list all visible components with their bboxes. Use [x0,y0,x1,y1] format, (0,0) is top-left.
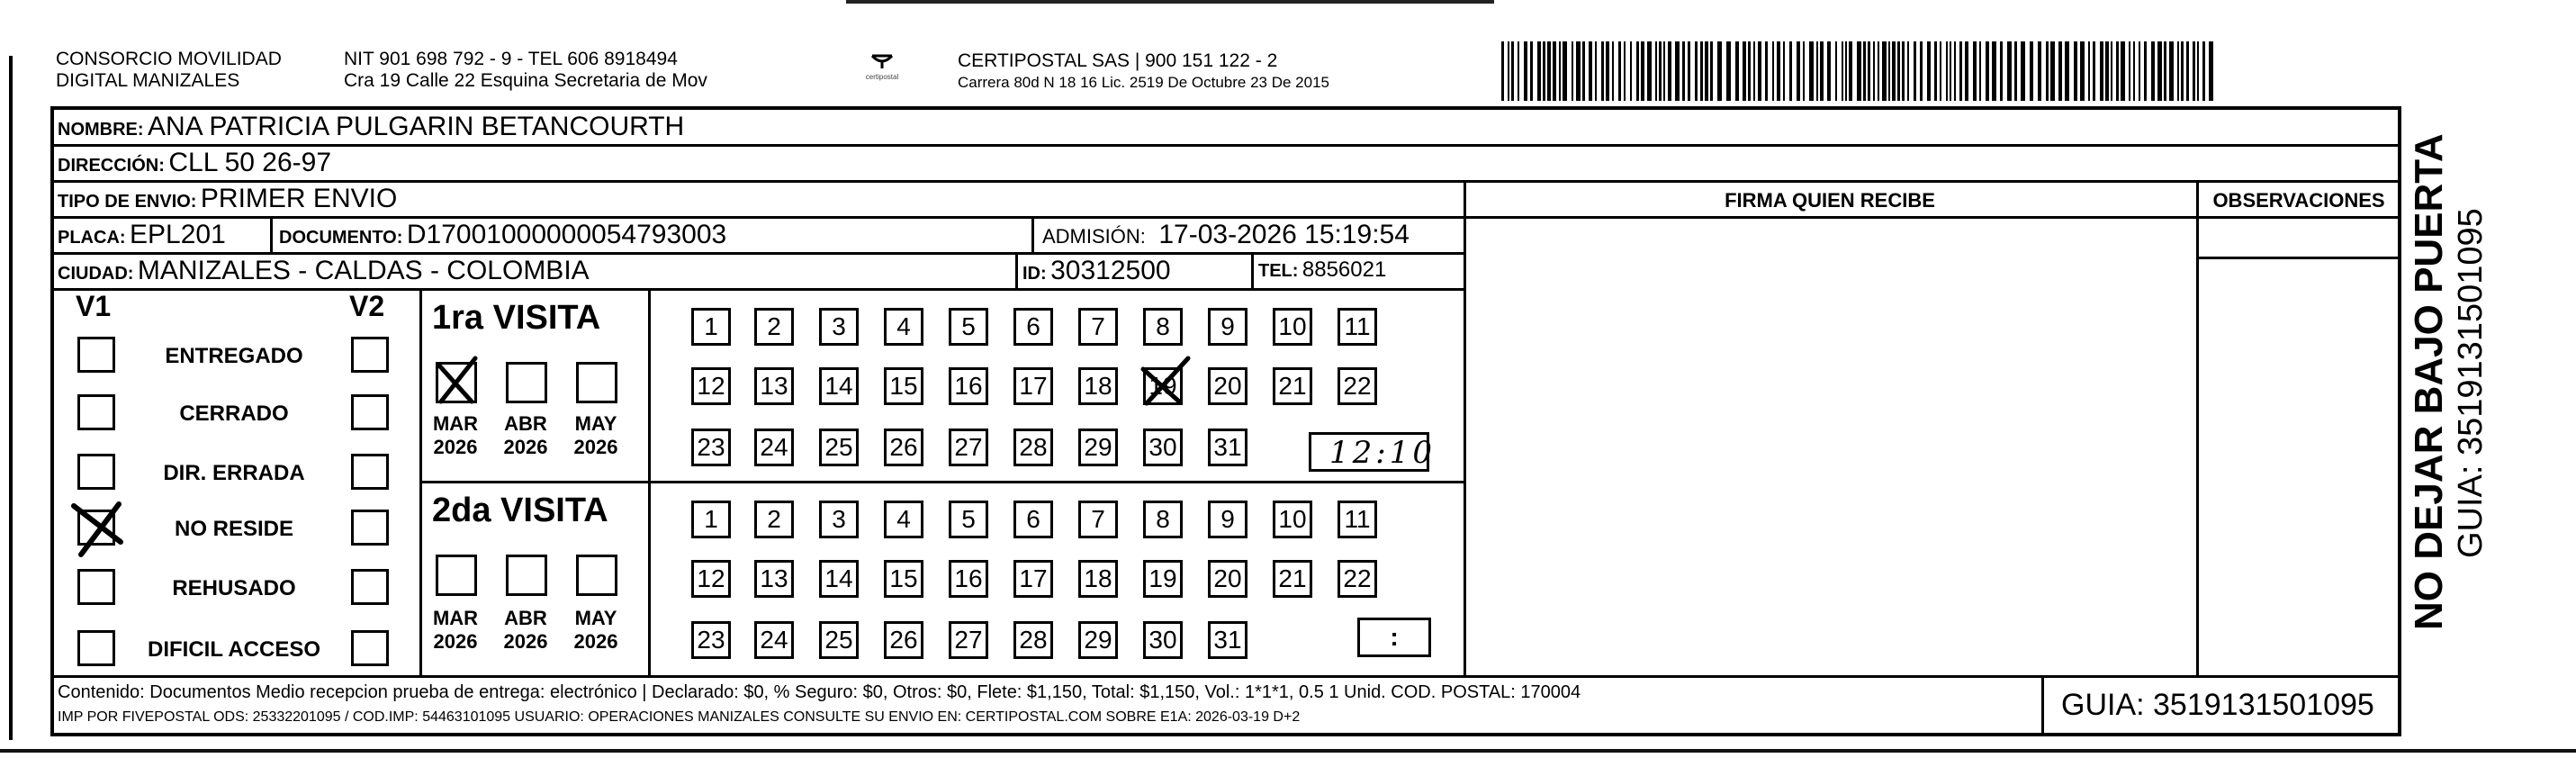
first-visit-day[interactable]: 27 [949,429,988,466]
first-visit-day[interactable]: 25 [819,429,859,466]
second-visit-day[interactable]: 11 [1338,501,1377,538]
first-visit-day[interactable]: 5 [949,308,988,346]
month-name: MAR [432,607,479,629]
first-visit-day[interactable]: 3 [819,308,859,346]
reason-label: ENTREGADO [165,344,303,368]
address-line: Cra 19 Calle 22 Esquina Secretaria de Mov [344,70,707,91]
firma-header: FIRMA QUIEN RECIBE [1725,189,1935,212]
second-visit-day[interactable]: 31 [1208,621,1247,659]
second-visit-title: 2da VISITA [432,492,608,529]
admision-label: ADMISIÓN: [1042,225,1146,248]
first-visit-day[interactable]: 8 [1143,308,1183,346]
first-visit-day[interactable]: 18 [1078,367,1118,405]
col-divider-days [648,288,651,675]
carrier-logo [855,50,909,81]
footer-guia: GUIA: 3519131501095 [2061,688,2374,722]
month-name: MAY [574,607,617,629]
v1-checkbox[interactable] [77,510,115,546]
observaciones-header: OBSERVACIONES [2212,189,2385,212]
first-visit-day[interactable]: 13 [754,367,794,405]
v1-checkbox[interactable] [77,454,115,490]
ciudad-value: MANIZALES - CALDAS - COLOMBIA [137,256,590,285]
second-visit-day[interactable]: 9 [1208,501,1247,538]
col-divider-admision [1031,216,1034,252]
tipo-envio-value: PRIMER ENVIO [200,184,398,213]
second-visit-day[interactable]: 1 [691,501,731,538]
second-visit-day[interactable]: 6 [1013,501,1053,538]
v2-checkbox[interactable] [351,337,389,373]
month-label [499,412,553,459]
first-visit-day[interactable]: 22 [1338,367,1377,405]
col-divider-id [1015,252,1018,288]
id-label: ID: [1022,264,1047,284]
second-visit-day[interactable]: 13 [754,560,794,598]
first-visit-day[interactable]: 23 [691,429,731,466]
visit-divider [419,481,1464,483]
carrier-line2: Carrera 80d N 18 16 Lic. 2519 De Octubre 23 De 2015 [958,74,1329,91]
reason-label: CERRADO [179,402,289,426]
direccion-label: DIRECCIÓN: [58,156,165,176]
month-name: MAR [432,412,479,435]
first-visit-day[interactable]: 28 [1013,429,1053,466]
row-divider-5 [50,288,1464,291]
second-visit-day[interactable]: 7 [1078,501,1118,538]
carrier-info [958,50,1329,94]
tel-label: TEL: [1258,261,1299,281]
first-visit-month-box[interactable] [436,362,477,403]
second-visit-day[interactable]: 24 [754,621,794,659]
month-name: ABR [504,607,547,629]
admision-value: 17-03-2026 15:19:54 [1158,220,1410,249]
first-visit-day[interactable]: 24 [754,429,794,466]
nombre-value: ANA PATRICIA PULGARIN BETANCOURTH [148,112,685,141]
direccion-value: CLL 50 26-97 [168,148,332,177]
v1-checkbox[interactable] [77,569,115,605]
company-contact [344,49,707,92]
second-visit-day[interactable]: 23 [691,621,731,659]
second-visit-day[interactable]: 3 [819,501,859,538]
month-year: 2026 [573,630,618,653]
second-visit-day[interactable]: 29 [1078,621,1118,659]
first-visit-day[interactable]: 17 [1013,367,1053,405]
second-visit-day[interactable]: 12 [691,560,731,598]
documento-label: DOCUMENTO: [279,228,403,248]
second-visit-day[interactable]: 20 [1208,560,1247,598]
row-divider-6 [2196,257,2401,259]
company-name [56,49,282,92]
reason-label: REHUSADO [172,576,296,600]
carrier-logo-text: certipostal [865,73,899,81]
second-visit-month-box[interactable] [436,555,477,596]
top-scan-line [846,0,1494,4]
first-hour-value: 12:10 [1329,435,1436,471]
first-visit-day[interactable]: 29 [1078,429,1118,466]
reason-label: DIFICIL ACCESO [147,637,320,662]
first-visit-day[interactable]: 9 [1208,308,1247,346]
second-visit-day[interactable]: 14 [819,560,859,598]
company-line1: CONSORCIO MOVILIDAD [56,49,282,69]
month-name: MAY [574,412,617,435]
col-divider-v2 [419,288,422,675]
side-guia-text: GUIA: 3519131501095 [2452,208,2490,558]
first-visit-day[interactable]: 31 [1208,429,1247,466]
first-visit-day[interactable]: 7 [1078,308,1118,346]
carrier-line1: CERTIPOSTAL SAS | 900 151 122 - 2 [958,50,1278,71]
second-visit-day[interactable]: 5 [949,501,988,538]
first-visit-title: 1ra VISITA [432,299,601,337]
first-visit-day[interactable]: 12 [691,367,731,405]
first-visit-day[interactable]: 19 [1143,367,1183,405]
month-year: 2026 [433,436,478,458]
second-visit-day[interactable]: 27 [949,621,988,659]
second-visit-day[interactable]: 21 [1273,560,1312,598]
second-visit-day[interactable]: 17 [1013,560,1053,598]
id-field [1022,256,1171,286]
month-year: 2026 [503,436,548,458]
nombre-label: NOMBRE: [58,120,144,140]
company-line2: DIGITAL MANIZALES [56,70,240,91]
v2-header: V2 [349,290,385,322]
placa-row [58,220,226,250]
first-visit-day[interactable]: 4 [884,308,923,346]
v1-checkbox[interactable] [77,394,115,430]
second-visit-day[interactable]: 19 [1143,560,1183,598]
left-edge-mark [9,56,13,740]
side-text [2401,108,2509,630]
placa-label: PLACA: [58,228,126,248]
admision-field [1042,220,1410,250]
first-visit-month-box[interactable] [576,362,617,403]
first-visit-day[interactable]: 6 [1013,308,1053,346]
v2-checkbox[interactable] [351,454,389,490]
first-visit-day[interactable]: 30 [1143,429,1183,466]
month-year: 2026 [573,436,618,458]
month-label [569,607,623,654]
first-visit-month-box[interactable] [506,362,547,403]
barcode-icon [1501,41,2221,101]
month-label [428,607,482,654]
ciudad-row [58,256,590,286]
first-visit-day[interactable]: 2 [754,308,794,346]
first-visit-day[interactable]: 16 [949,367,988,405]
month-label [428,412,482,459]
nombre-row [58,112,684,142]
month-name: ABR [504,412,547,435]
tel-field [1258,257,1386,283]
col-divider-guia [2041,675,2044,736]
second-visit-day[interactable]: 22 [1338,560,1377,598]
direccion-row [58,148,331,178]
placa-value: EPL201 [130,220,226,249]
first-visit-day[interactable]: 14 [819,367,859,405]
v1-checkbox[interactable] [77,630,115,666]
carrier-logo-icon [869,50,896,70]
v2-checkbox[interactable] [351,394,389,430]
v1-header: V1 [76,290,112,322]
v1-checkbox[interactable] [77,337,115,373]
second-visit-day[interactable]: 4 [884,501,923,538]
ciudad-label: CIUDAD: [58,264,134,284]
barcode [1501,41,2221,105]
second-visit-day[interactable]: 18 [1078,560,1118,598]
row-divider-1 [50,144,2401,147]
first-visit-day[interactable]: 20 [1208,367,1247,405]
v2-checkbox[interactable] [351,630,389,666]
contenido-line: Contenido: Documentos Medio recepcion prueba de entrega: electrónico | Declarado: $0, % Seguro: $0, Otros: $0, Flete: $1,150, Total: $1,150, Vol.: 1*1*1, 0.5 1 Unid. COD. POSTAL: 170004 [58,682,1581,702]
month-label [569,412,623,459]
second-visit-day[interactable]: 25 [819,621,859,659]
nit-line: NIT 901 698 792 - 9 - TEL 606 8918494 [344,49,678,69]
col-divider-tel [1251,252,1254,288]
second-visit-day[interactable]: 30 [1143,621,1183,659]
documento-field [279,220,726,250]
first-visit-day[interactable]: 11 [1338,308,1377,346]
month-year: 2026 [433,630,478,653]
col-divider-obs [2196,180,2199,675]
tel-value: 8856021 [1302,257,1387,282]
second-visit-day[interactable]: 26 [884,621,923,659]
first-visit-day[interactable]: 26 [884,429,923,466]
v2-checkbox[interactable] [351,569,389,605]
second-visit-day[interactable]: 2 [754,501,794,538]
row-divider-footer [50,675,2401,678]
first-hour-box[interactable] [1309,432,1436,472]
first-visit-day[interactable]: 21 [1273,367,1312,405]
no-dejar-text: NO DEJAR BAJO PUERTA [2407,133,2451,630]
col-divider-placa [270,216,273,252]
month-year: 2026 [503,630,548,653]
second-visit-month-box[interactable] [506,555,547,596]
row-divider-2 [50,180,2401,183]
v2-checkbox[interactable] [351,510,389,546]
col-divider-firma [1464,180,1466,675]
second-visit-day[interactable]: 10 [1273,501,1312,538]
first-visit-day[interactable]: 15 [884,367,923,405]
second-visit-day[interactable]: 16 [949,560,988,598]
tipo-envio-row [58,184,397,214]
second-visit-month-box[interactable] [576,555,617,596]
first-visit-day[interactable]: 1 [691,308,731,346]
documento-value: D17001000000054793003 [406,220,727,249]
reason-label: DIR. ERRADA [163,461,305,485]
second-visit-day[interactable]: 28 [1013,621,1053,659]
second-hour-value: : [1390,623,1399,651]
imp-line: IMP POR FIVEPOSTAL ODS: 25332201095 / COD.IMP: 54463101095 USUARIO: OPERACIONES MANIZALES CONSULTE SU ENVIO EN: CERTIPOSTAL.COM SOBRE E1A: 2026-03-19 D+2 [58,709,1301,725]
first-visit-day[interactable]: 10 [1273,308,1312,346]
second-hour-box[interactable] [1357,618,1431,657]
second-visit-day[interactable]: 8 [1143,501,1183,538]
id-value: 30312500 [1050,256,1171,285]
tipo-envio-label: TIPO DE ENVIO: [58,192,197,212]
month-label [499,607,553,654]
bottom-edge [0,749,2576,753]
second-visit-day[interactable]: 15 [884,560,923,598]
row-divider-3 [50,216,2401,219]
reason-label: NO RESIDE [174,517,294,541]
